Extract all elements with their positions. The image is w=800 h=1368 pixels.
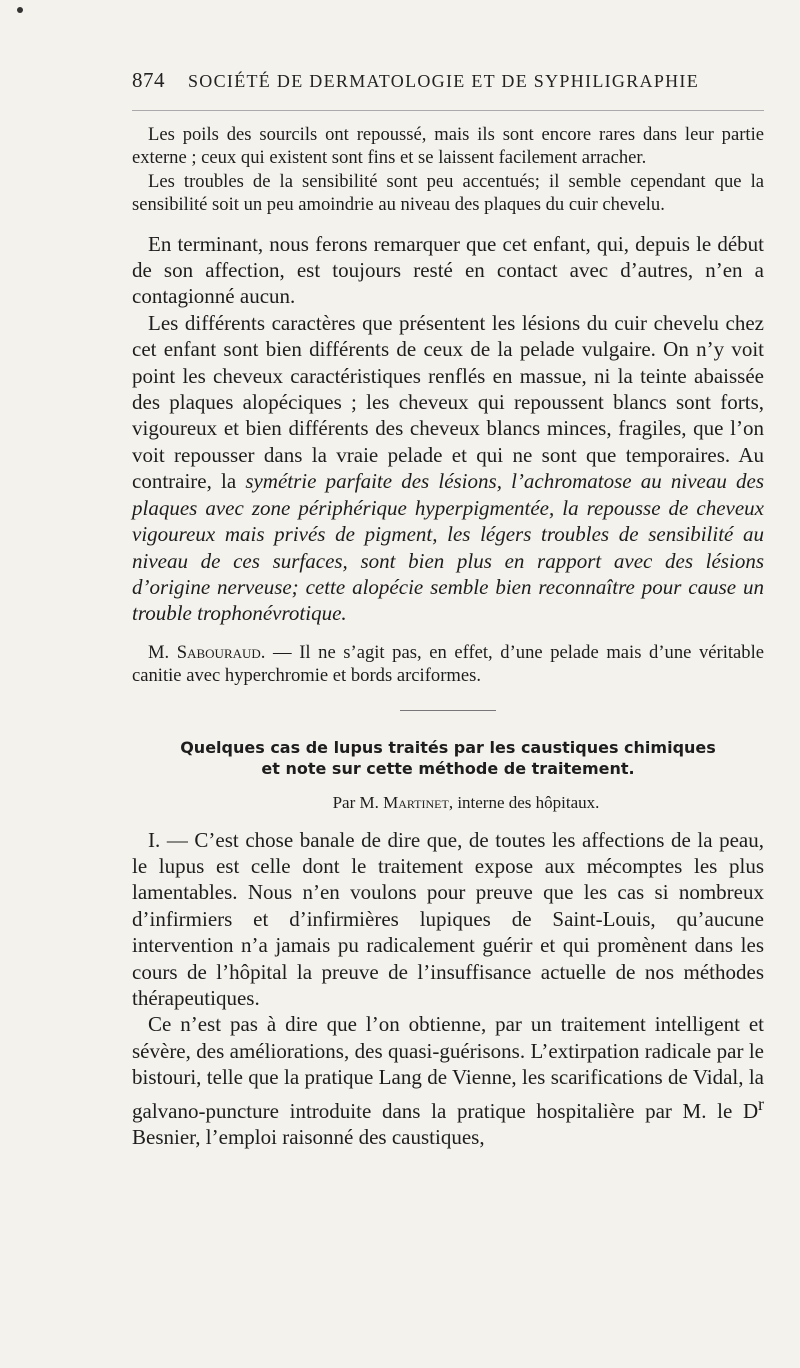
paragraph-ameliorations [132, 1011, 764, 1150]
reply-sabouraud [132, 641, 764, 688]
byline-prefix: Par M. [332, 792, 384, 812]
article-title-line2: et note sur cette méthode de traitement. [261, 758, 635, 778]
reply-text: — Il ne s’agit pas, en effet, d’une pelade mais d’une véritable canitie avec hyperchromie et bords arciformes. [132, 641, 764, 687]
paragraph-terminant: En terminant, nous ferons remarquer que cet enfant, qui, depuis le début de son affection, est toujours resté en contact avec d’autres, n’en a contagionné aucun. [132, 231, 764, 309]
conclusion-section [132, 231, 764, 627]
reply-speaker: M. Sabouraud. [148, 641, 266, 663]
article-title-line1: Quelques cas de lupus traités par les caustiques chimiques [180, 737, 716, 757]
page-number: 874 [132, 68, 165, 92]
article-title [132, 737, 764, 779]
paragraph-sensibilite: Les troubles de la sensibilité sont peu accentués; il semble cependant que la sensibilité soit un peu amoindrie au niveau des plaques du cuir chevelu. [132, 170, 764, 216]
section-divider [400, 710, 496, 711]
margin-dot [17, 7, 23, 13]
paragraph-caracteres [132, 310, 764, 627]
byline-suffix: , interne des hôpitaux. [448, 792, 600, 812]
article-byline [132, 793, 764, 813]
doctor-superscript: r [758, 1093, 764, 1114]
reply-paragraph [132, 641, 764, 688]
paragraph-sourcils: Les poils des sourcils ont repoussé, mais ils sont encore rares dans leur partie externe ; ceux qui existent sont fins et se laissent facilement arracher. [132, 124, 764, 169]
byline-author: Martinet [383, 792, 449, 812]
paragraph-ameliorations-start: Ce n’est pas à dire que l’on obtienne, par un traitement intelligent et sévère, des améliorations, des quasi-guérisons. L’extirpation radicale par le bistouri, telle que la pratique Lang de Vienne, les scarifications de Vidal, la galvano-puncture introduite dans la pratique hospitalière par M. le D [132, 1012, 764, 1123]
paragraph-ameliorations-end: Besnier, l’emploi raisonné des caustiques, [132, 1125, 485, 1149]
running-header [132, 68, 764, 104]
paragraph-caracteres-text: Les différents caractères que présentent les lésions du cuir chevelu chez cet enfant sont bien différents de ceux de la pelade vulgaire. On n’y voit point les cheveux caractéristiques renflés en massue, ni la teinte abaissée des plaques alopéciques ; les cheveux qui repoussent blancs sont forts, vigoureux et bien différents des cheveux blancs minces, fragiles, que l’on voit repousser dans la vraie pelade et qui ne sont que temporaires. Au contraire, la [132, 310, 764, 494]
paragraph-caracteres-italic: symétrie parfaite des lésions, l’achromatose au niveau des plaques avec zone périphérique hyperpigmentée, la repousse de cheveux vigoureux mais privés de pigment, les légers troubles de sensibilité au niveau de ces surfaces, sont bien plus en rapport avec des lésions d’origine nerveuse; cette alopécie semble bien reconnaître pour cause un trouble trophonévrotique. [132, 469, 764, 626]
running-title: SOCIÉTÉ DE DERMATOLOGIE ET DE SYPHILIGRAPHIE [188, 71, 700, 91]
page [132, 68, 764, 1150]
paragraph-banale: I. — C’est chose banale de dire que, de toutes les affections de la peau, le lupus est celle dont le traitement expose aux mécomptes les plus lamentables. Nous n’en voulons pour preuve que les cas si nombreux d’infirmiers et d’infirmières lupiques de Saint-Louis, qu’aucune intervention n’a jamais pu radicalement guérir et qui promènent dans les cours de l’hôpital la preuve de l’insuffisance actuelle de nos méthodes thérapeutiques. [132, 827, 764, 1010]
case-notes-small [132, 123, 764, 217]
header-rule [132, 110, 764, 111]
article-body [132, 827, 764, 1151]
